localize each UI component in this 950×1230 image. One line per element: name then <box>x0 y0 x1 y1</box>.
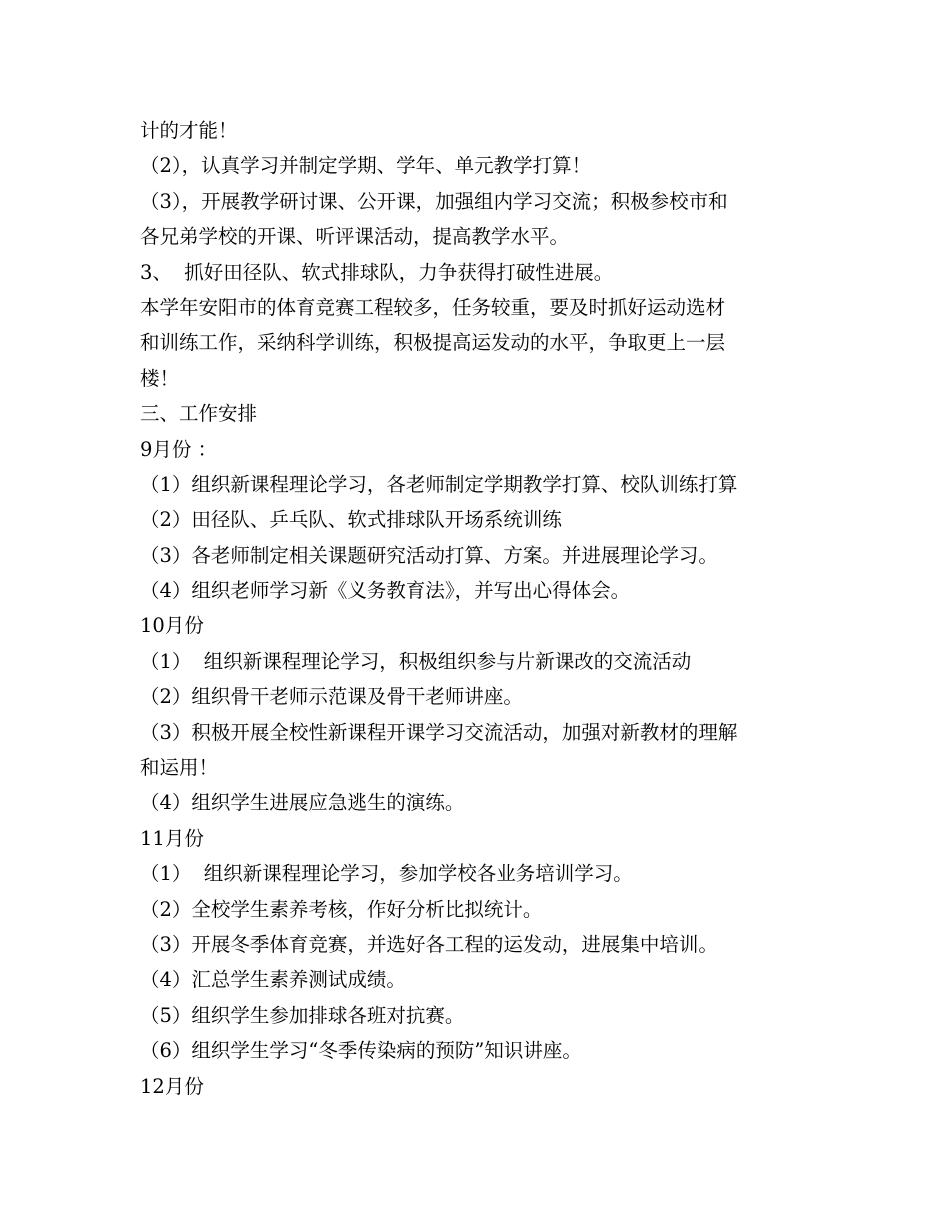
section-heading: 三、工作安排 <box>140 402 258 426</box>
document-page <box>140 113 820 1104</box>
list-item: （3）开展冬季体育竞赛，并选好各工程的运发动，进展集中培训。 <box>140 932 718 956</box>
list-item: （4）组织老师学习新《义务教育法》，并写出心得体会。 <box>140 579 631 603</box>
text-line: 和运用！ <box>140 756 219 780</box>
list-item: （4）汇总学生素养测试成绩。 <box>140 968 406 992</box>
list-item: （1） 组织新课程理论学习，参加学校各业务培训学习。 <box>140 862 633 886</box>
text-line: （2），认真学习并制定学期、学年、单元教学打算！ <box>140 154 592 178</box>
list-item: （1） 组织新课程理论学习，积极组织参与片新课改的交流活动 <box>140 649 692 673</box>
list-item: （3）积极开展全校性新课程开课学习交流活动，加强对新教材的理解 <box>140 720 738 744</box>
list-item: （1）组织新课程理论学习，各老师制定学期教学打算、校队训练打算 <box>140 472 738 496</box>
month-heading: 12月份 <box>140 1074 204 1098</box>
list-item: （2）田径队、乒乓队、软式排球队开场系统训练 <box>140 508 562 532</box>
text-line: 计的才能！ <box>140 119 238 142</box>
list-item: （2）组织骨干老师示范课及骨干老师讲座。 <box>140 685 523 709</box>
list-item: （3）各老师制定相关课题研究活动打算、方案。并进展理论学习。 <box>140 543 718 567</box>
text-line: 各兄弟学校的开课、听评课活动，提高教学水平。 <box>140 225 570 249</box>
list-item: （2）全校学生素养考核，作好分析比拟统计。 <box>140 897 543 921</box>
list-item: （6）组织学生学习“冬季传染病的预防”知识讲座。 <box>140 1039 582 1063</box>
text-line: （3），开展教学研讨课、公开课，加强组内学习交流；积极参校市和 <box>140 189 728 213</box>
month-heading: 11月份 <box>140 826 204 850</box>
month-heading: 10月份 <box>140 614 204 638</box>
section-heading: 3、 抓好田径队、软式排球队，力争获得打破性进展。 <box>140 260 614 284</box>
month-heading: 9月份 ： <box>140 437 218 461</box>
text-line: 和训练工作，采纳科学训练，积极提高运发动的水平，争取更上一层 <box>140 331 726 355</box>
text-line: 本学年安阳市的体育竞赛工程较多，任务较重，要及时抓好运动选材 <box>140 295 726 319</box>
list-item: （4）组织学生进展应急逃生的演练。 <box>140 791 465 815</box>
list-item: （5）组织学生参加排球各班对抗赛。 <box>140 1003 465 1027</box>
text-line: 楼！ <box>140 366 180 390</box>
